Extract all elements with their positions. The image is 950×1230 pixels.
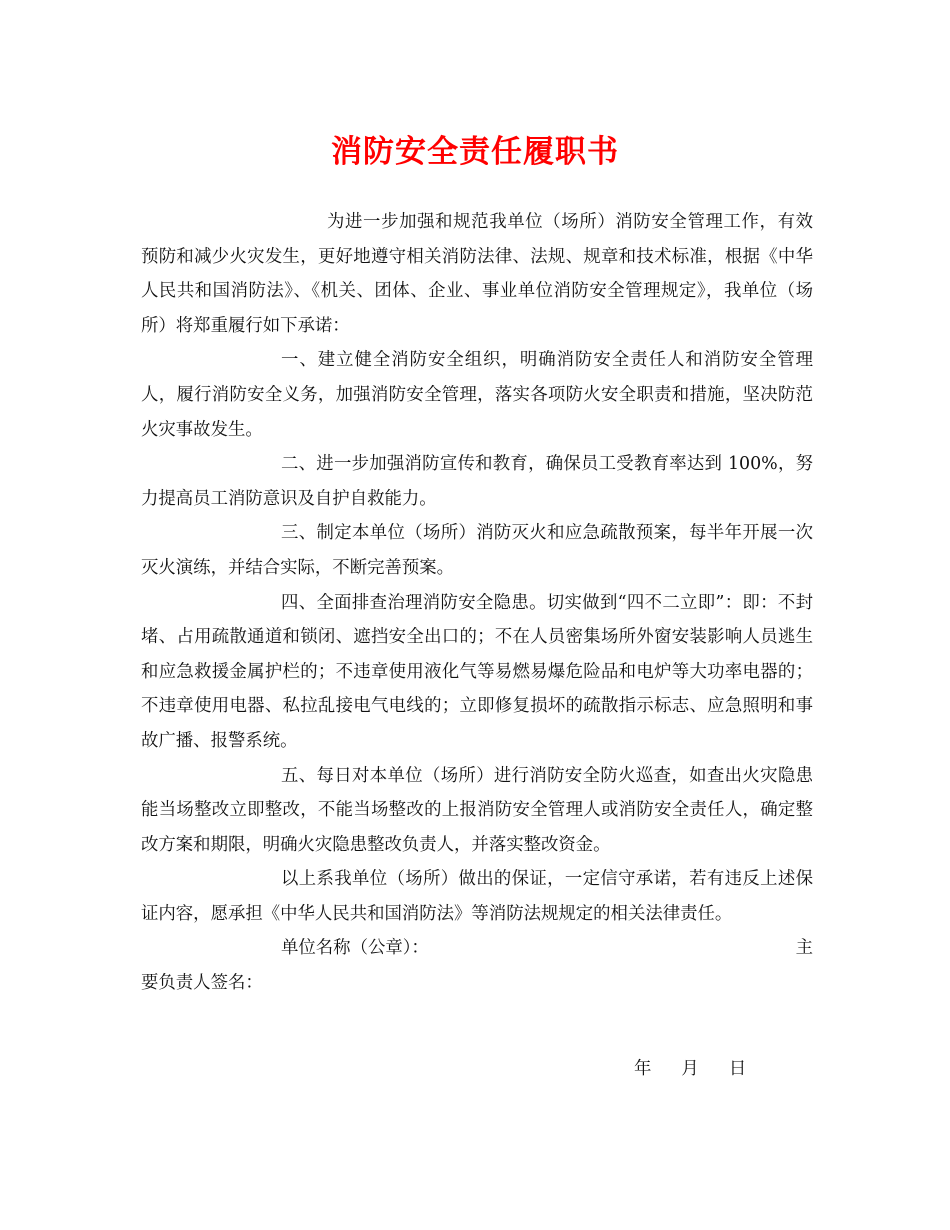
document-body: [141, 205, 813, 1001]
signature-line: [141, 931, 813, 966]
commitment-item-4: 四、全面排查治理消防安全隐患。切实做到“四不二立即”：即：不封堵、占用疏散通道和锁闭、遮挡安全出口的；不在人员密集场所外窗安装影响人员逃生和应急救援金属护栏的；不违章使用液化气等易燃易爆危险品和电炉等大功率电器的；不违章使用电器、私拉乱接电气电线的；立即修复损坏的疏散指示标志、应急照明和事故广播、报警系统。: [141, 592, 813, 751]
date-year-label: 年: [634, 1059, 652, 1079]
unit-name-label: 单位名称（公章）：: [281, 938, 429, 959]
commitment-item-5: 五、每日对本单位（场所）进行消防安全防火巡查，如查出火灾隐患能当场整改立即整改，不能当场整改的上报消防安全管理人或消防安全责任人，确定整改方案和期限，明确火灾隐患整改负责人，并落实整改资金。: [141, 765, 813, 855]
closing-paragraph: 以上系我单位（场所）做出的保证，一定信守承诺，若有违反上述保证内容，愿承担《中华人民共和国消防法》等消防法规规定的相关法律责任。: [141, 869, 813, 924]
commitment-item-2: 二、进一步加强消防宣传和教育，确保员工受教育率达到 100%，努力提高员工消防意识及自护自救能力。: [141, 454, 813, 509]
commitment-item-3: 三、制定本单位（场所）消防灭火和应急疏散预案，每半年开展一次灭火演练，并结合实际，不断完善预案。: [141, 523, 813, 578]
commitment-item-1: 一、建立健全消防安全组织，明确消防安全责任人和消防安全管理人，履行消防安全义务，加强消防安全管理，落实各项防火安全职责和措施，坚决防范火灾事故发生。: [141, 350, 813, 440]
leader-label-start: 主: [795, 938, 813, 959]
date-line: [634, 1056, 746, 1082]
document-title: 消防安全责任履职书: [331, 134, 619, 170]
date-month-label: 月: [681, 1059, 699, 1079]
date-day-label: 日: [728, 1059, 747, 1079]
intro-paragraph: 为进一步加强和规范我单位（场所）消防安全管理工作，有效预防和减少火灾发生，更好地遵守相关消防法律、法规、规章和技术标准，根据《中华人民共和国消防法》、《机关、团体、企业、事业单位消防安全管理规定》，我单位（场所）将郑重履行如下承诺：: [141, 212, 813, 336]
leader-signature-label: 要负责人签名：: [141, 973, 263, 994]
